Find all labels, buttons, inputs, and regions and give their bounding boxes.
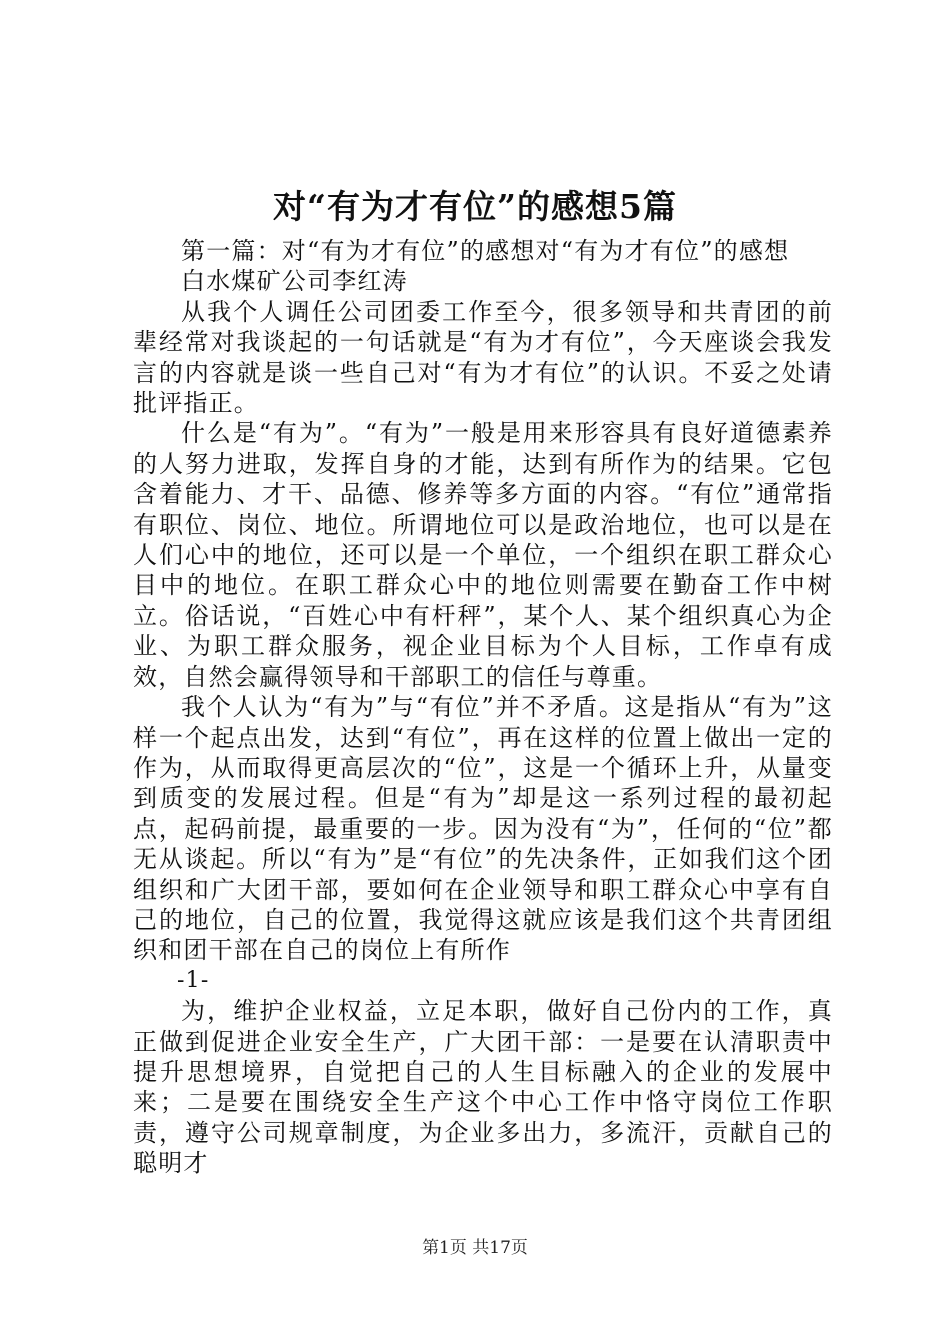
paragraph-author: 白水煤矿公司李红涛 — [181, 267, 408, 296]
paragraph-intro: 从我个人调任公司团委工作至今，很多领导和共青团的前辈经常对我谈起的一句话就是“有为才有位”，今天座谈会我发言的内容就是谈一些自己对“有为才有位”的认识。不妥之处请批评指正。 — [133, 297, 833, 418]
paragraph-continuation: 为，维护企业权益，立足本职，做好自己份内的工作，真正做到促进企业安全生产，广大团干部：一是要在认清职责中提升思想境界，自觉把自己的人生目标融入的企业的发展中来；二是要在围绕安全生产这个中心工作中恪守岗位工作职责，遵守公司规章制度，为企业多出力，多流汗，贡献自己的聪明才 — [133, 997, 833, 1178]
paragraph-section-heading: 第一篇：对“有为才有位”的感想对“有为才有位”的感想 — [181, 237, 790, 265]
document-title: 对“有为才有位”的感想5篇 — [273, 187, 677, 226]
paragraph-opinion: 我个人认为“有为”与“有位”并不矛盾。这是指从“有为”这样一个起点出发，达到“有位”，再在这样的位置上做出一定的作为，从而取得更高层次的“位”，这是一个循环上升，从量变到质变的发展过程。但是“有为”却是这一系列过程的最初起点，起码前提，最重要的一步。因为没有“为”，任何的“位”都无从谈起。所以“有为”是“有位”的先决条件，正如我们这个团组织和广大团干部，要如何在企业领导和职工群众心中享有自己的地位，自己的位置，我觉得这就应该是我们这个共青团组织和团干部在自己的岗位上有所作 — [133, 693, 833, 965]
page-footer: 第1页 共17页 — [422, 1238, 528, 1258]
page-number-marker: -1- — [177, 967, 210, 993]
paragraph-definition: 什么是“有为”。“有为”一般是用来形容具有良好道德素养的人努力进取，发挥自身的才能，达到有所作为的结果。它包含着能力、才干、品德、修养等多方面的内容。“有位”通常指有职位、岗位、地位。所谓地位可以是政治地位，也可以是在人们心中的地位，还可以是一个单位，一个组织在职工群众心目中的地位。在职工群众心中的地位则需要在勤奋工作中树立。俗话说，“百姓心中有杆秤”，某个人、某个组织真心为企业、为职工群众服务，视企业目标为个人目标，工作卓有成效，自然会赢得领导和干部职工的信任与尊重。 — [133, 419, 833, 691]
document-body — [133, 236, 833, 1179]
